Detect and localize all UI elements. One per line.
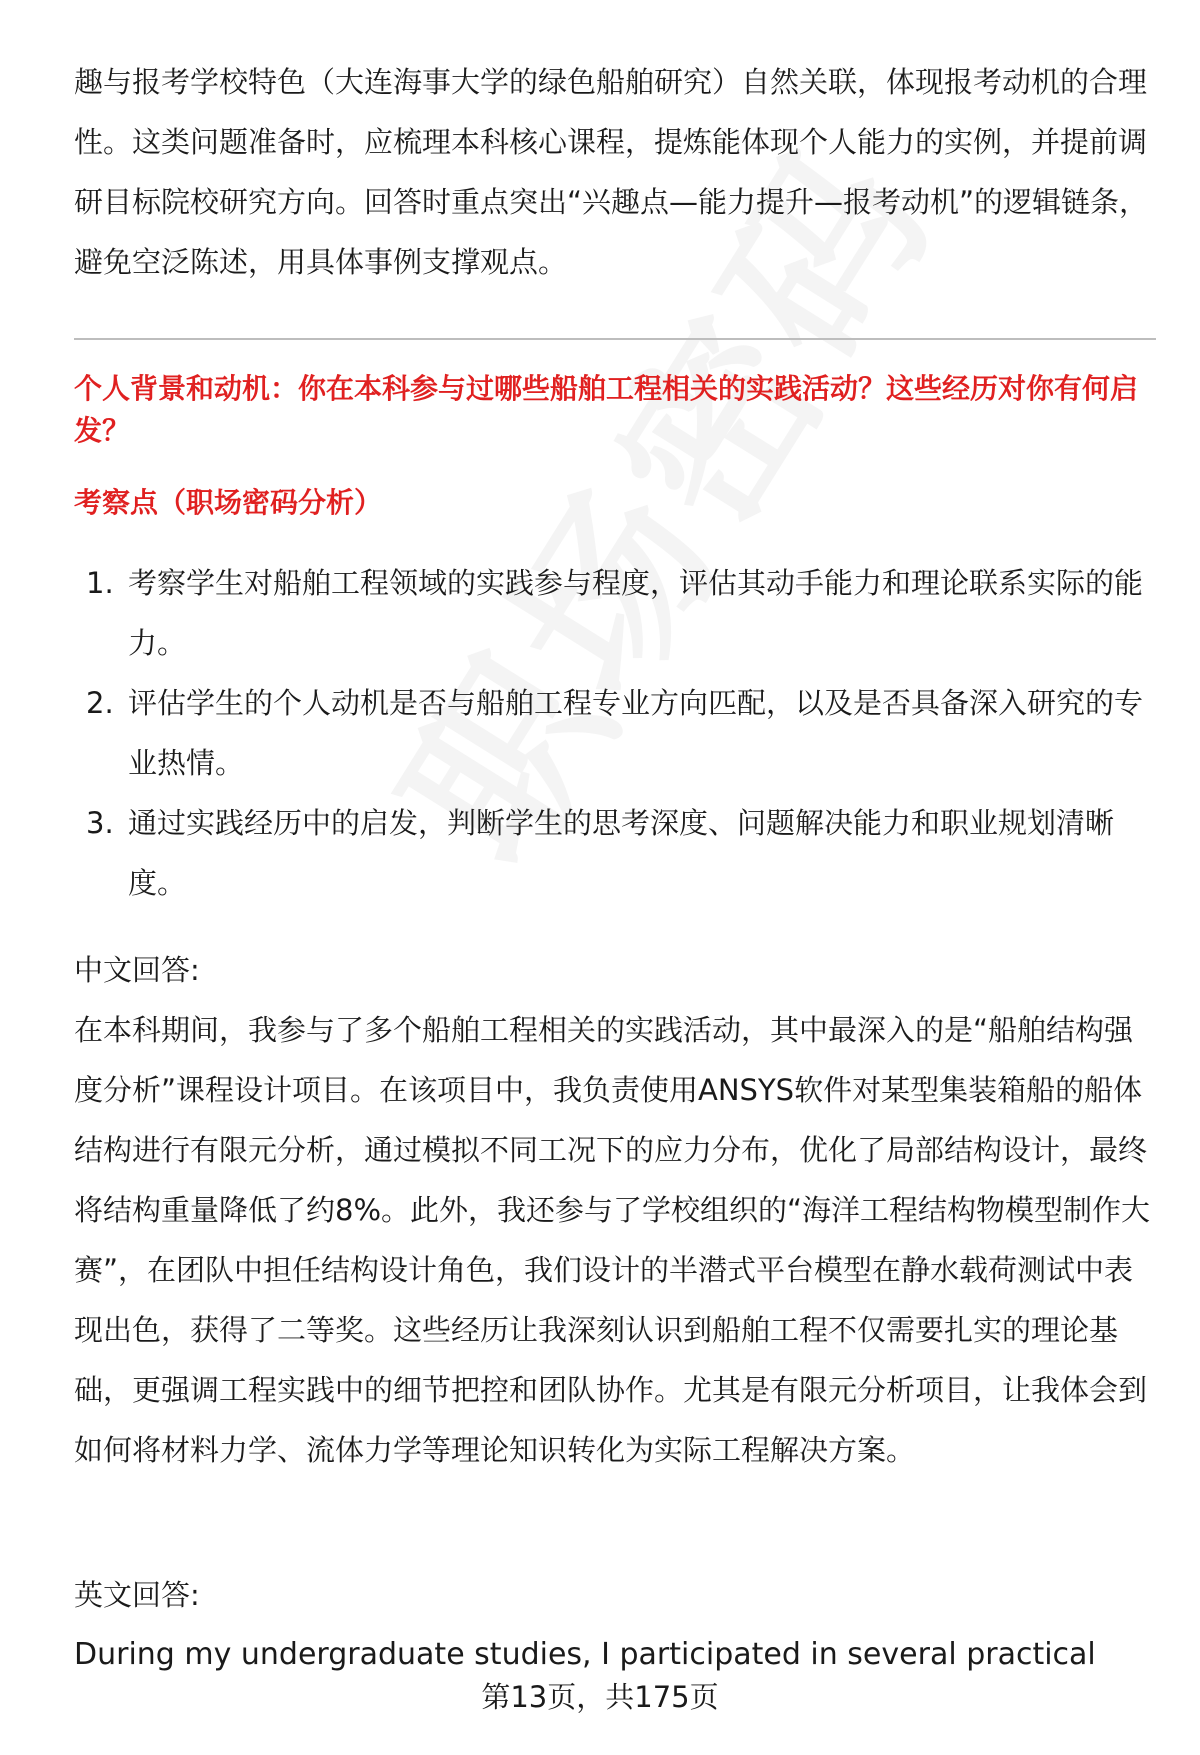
list-item	[74, 673, 1154, 793]
page-number-footer: 第13页，共175页	[481, 1680, 719, 1714]
exam-points-list	[74, 553, 1154, 913]
chinese-answer-label: 中文回答:	[74, 953, 200, 987]
list-number: 1.	[86, 566, 114, 600]
chinese-answer: 在本科期间，我参与了多个船舶工程相关的实践活动，其中最深入的是“船舶结构强度分析”课程设计项目。在该项目中，我负责使用ANSYS软件对某型集装箱船的船体结构进行有限元分析，通过模拟不同工况下的应力分布，优化了局部结构设计，最终将结构重量降低了约8%。此外，我还参与了学校组织的“海洋工程结构物模型制作大赛”，在团队中担任结构设计角色，我们设计的半潜式平台模型在静水载荷测试中表现出色，获得了二等奖。这些经历让我深刻认识到船舶工程不仅需要扎实的理论基础，更强调工程实践中的细节把控和团队协作。尤其是有限元分析项目，让我体会到如何将材料力学、流体力学等理论知识转化为实际工程解决方案。	[74, 1013, 1151, 1467]
list-item	[74, 553, 1154, 673]
exam-points-heading: 考察点（职场密码分析）	[74, 486, 383, 519]
list-item-text: 考察学生对船舶工程领域的实践参与程度，评估其动手能力和理论联系实际的能力。	[128, 566, 1144, 660]
intro-paragraph: 趣与报考学校特色（大连海事大学的绿色船舶研究）自然关联，体现报考动机的合理性。这类问题准备时，应梳理本科核心课程，提炼能体现个人能力的实例，并提前调研目标院校研究方向。回答时重点突出“兴趣点—能力提升—报考动机”的逻辑链条，避免空泛陈述，用具体事例支撑观点。	[74, 65, 1149, 279]
question-heading: 个人背景和动机：你在本科参与过哪些船舶工程相关的实践活动？这些经历对你有何启发？	[74, 372, 1139, 447]
list-number: 2.	[86, 686, 114, 720]
section-divider	[74, 338, 1156, 340]
english-answer: During my undergraduate studies, I participated in several practical	[74, 1637, 1096, 1672]
list-item-text: 通过实践经历中的启发，判断学生的思考深度、问题解决能力和职业规划清晰度。	[128, 806, 1115, 900]
list-item-text: 评估学生的个人动机是否与船舶工程专业方向匹配，以及是否具备深入研究的专业热情。	[128, 686, 1144, 780]
list-number: 3.	[86, 806, 114, 840]
list-item	[74, 793, 1154, 913]
english-answer-label: 英文回答:	[74, 1578, 200, 1612]
